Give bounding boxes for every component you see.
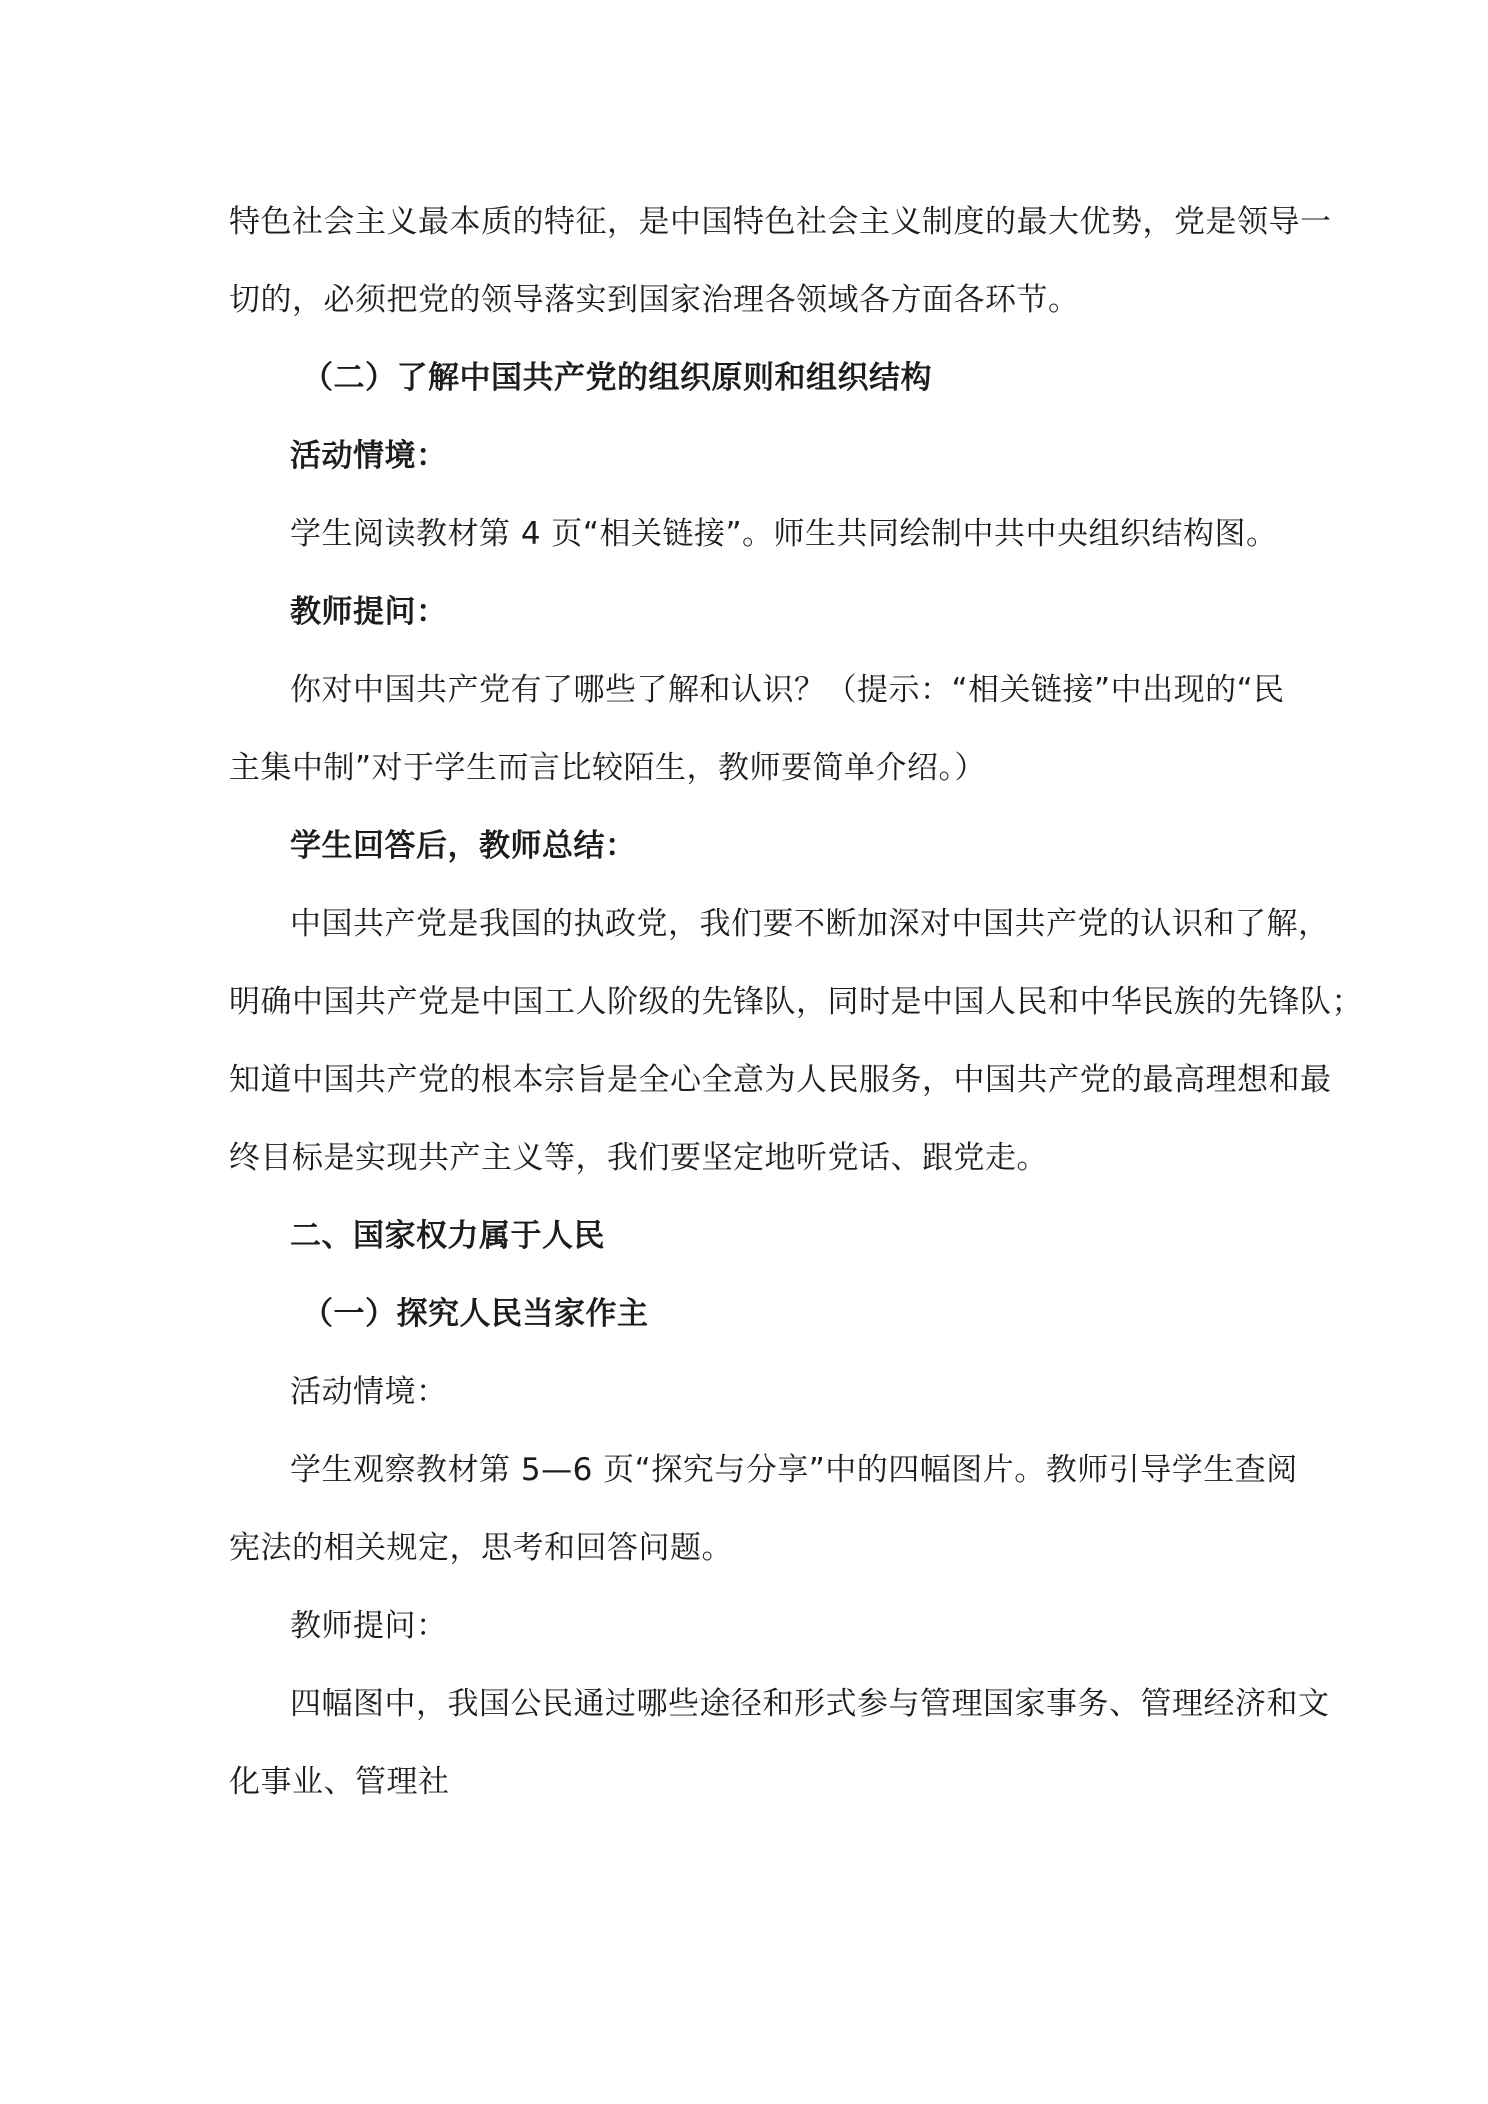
body-text-line: 化事业、管理社 xyxy=(229,1764,450,1800)
body-text-line: 特色社会主义最本质的特征，是中国特色社会主义制度的最大优势，党是领导一 xyxy=(229,204,1332,240)
section-heading: 二、国家权力属于人民 xyxy=(290,1218,605,1254)
body-text-line: 学生阅读教材第 4 页“相关链接”。师生共同绘制中共中央组织结构图。 xyxy=(290,516,1278,552)
section-subheading: （二）了解中国共产党的组织原则和组织结构 xyxy=(302,360,932,396)
body-text-line: 明确中国共产党是中国工人阶级的先锋队，同时是中国人民和中华民族的先锋队； xyxy=(229,984,1363,1020)
label-activity-scenario: 活动情境： xyxy=(290,1374,448,1410)
section-subheading: （一）探究人民当家作主 xyxy=(302,1296,649,1332)
body-text-line: 知道中国共产党的根本宗旨是全心全意为人民服务，中国共产党的最高理想和最 xyxy=(229,1062,1332,1098)
body-text-line: 宪法的相关规定，思考和回答问题。 xyxy=(229,1530,733,1566)
body-text-line: 你对中国共产党有了哪些了解和认识？（提示：“相关链接”中出现的“民 xyxy=(290,672,1285,708)
body-text-line: 中国共产党是我国的执政党，我们要不断加深对中国共产党的认识和了解， xyxy=(290,906,1330,942)
body-text-line: 切的，必须把党的领导落实到国家治理各领域各方面各环节。 xyxy=(229,282,1080,318)
body-text-line: 四幅图中，我国公民通过哪些途径和形式参与管理国家事务、管理经济和文 xyxy=(290,1686,1330,1722)
label-teacher-summary: 学生回答后，教师总结： xyxy=(290,828,637,864)
body-text-line: 学生观察教材第 5—6 页“探究与分享”中的四幅图片。教师引导学生查阅 xyxy=(290,1452,1298,1488)
body-text-line: 终目标是实现共产主义等，我们要坚定地听党话、跟党走。 xyxy=(229,1140,1048,1176)
label-teacher-question: 教师提问： xyxy=(290,594,448,630)
label-teacher-question: 教师提问： xyxy=(290,1608,448,1644)
body-text-line: 主集中制”对于学生而言比较陌生，教师要简单介绍。） xyxy=(229,750,987,786)
label-activity-scenario: 活动情境： xyxy=(290,438,448,474)
